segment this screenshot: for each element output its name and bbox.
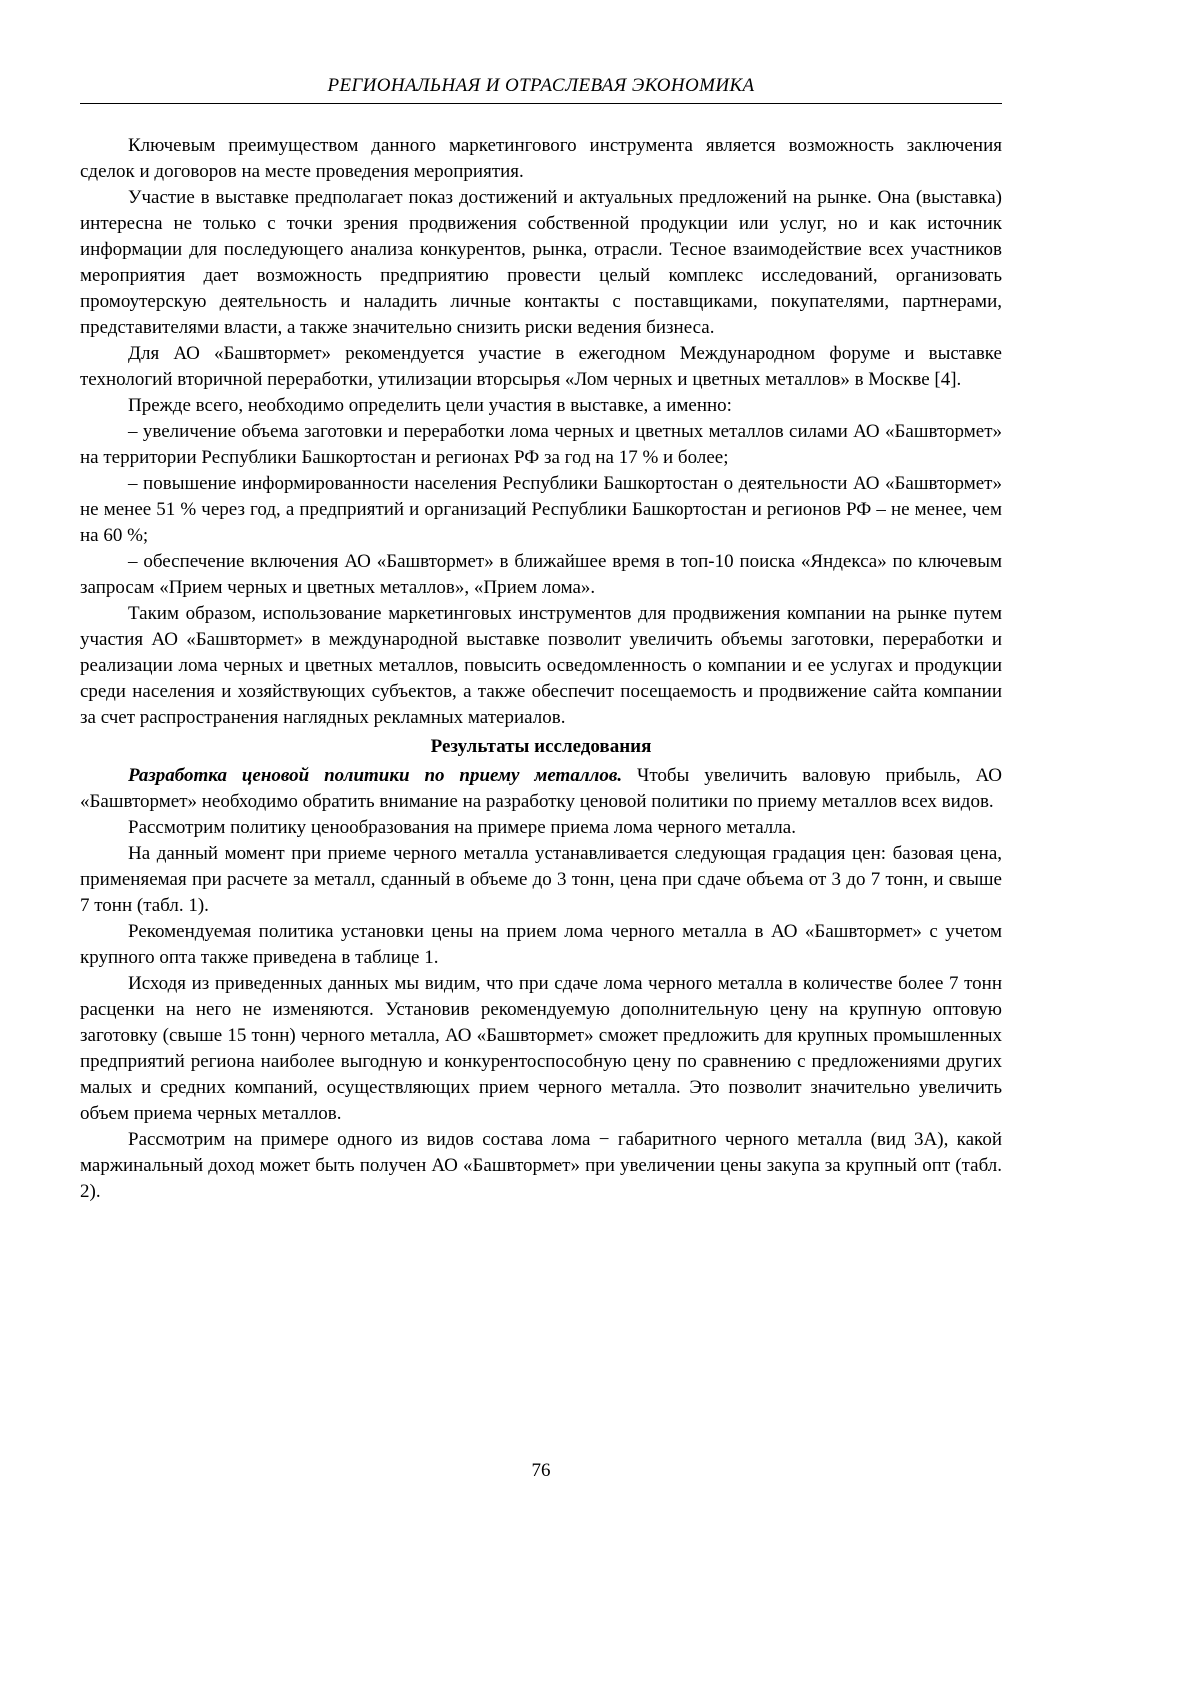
paragraph-rest-text: Чтобы увеличить валовую прибыль, АО «Башвтормет» необходимо обратить внимание на разработку ценовой политики по приему металлов всех видов.	[80, 765, 1002, 812]
paragraph: Рассмотрим на примере одного из видов состава лома − габаритного черного металла (вид 3А), какой маржинальный доход может быть получен АО «Башвтормет» при увеличении цены закупа за крупный опт (табл. 2).	[80, 1129, 1002, 1202]
running-header	[80, 74, 1002, 104]
paragraph-with-lead	[80, 763, 1002, 815]
paragraph: Ключевым преимуществом данного маркетингового инструмента является возможность заключения сделок и договоров на месте проведения мероприятия.	[80, 135, 1002, 182]
paragraph-lead-text: Разработка ценовой политики по приему металлов.	[128, 765, 623, 786]
paragraph: Прежде всего, необходимо определить цели участия в выставке, а именно:	[128, 395, 732, 416]
list-item-paragraph: – увеличение объема заготовки и переработки лома черных и цветных металлов силами АО «Башвтормет» на территории Республики Башкортостан и регионах РФ за год на 17 % и более;	[80, 421, 1002, 468]
article-body	[80, 133, 1002, 1205]
paragraph: Рассмотрим политику ценообразования на примере приема лома черного металла.	[128, 817, 796, 838]
list-item-paragraph: – обеспечение включения АО «Башвтормет» в ближайшее время в топ-10 поиска «Яндекса» по ключевым запросам «Прием черных и цветных металлов», «Прием лома».	[80, 551, 1002, 598]
list-item-paragraph: – повышение информированности населения Республики Башкортостан о деятельности АО «Башвтормет» не менее 51 % через год, а предприятий и организаций Республики Башкортостан и регионов РФ – не менее, чем на 60 %;	[80, 473, 1002, 546]
section-heading: Результаты исследования	[430, 736, 652, 757]
page-content	[80, 74, 1002, 1205]
paragraph: Рекомендуемая политика установки цены на прием лома черного металла в АО «Башвтормет» с учетом крупного опта также приведена в таблице 1.	[80, 921, 1002, 968]
paragraph: Таким образом, использование маркетинговых инструментов для продвижения компании на рынке путем участия АО «Башвтормет» в международной выставке позволит увеличить объемы заготовки, переработки и реализации лома черных и цветных металлов, повысить осведомленность о компании и ее услугах и продукции среди населения и хозяйствующих субъектов, а также обеспечит посещаемость и продвижение сайта компании за счет распространения наглядных рекламных материалов.	[80, 603, 1002, 728]
paragraph: Участие в выставке предполагает показ достижений и актуальных предложений на рынке. Она (выставка) интересна не только с точки зрения продвижения собственной продукции или услуг, но и как источник информации для последующего анализа конкурентов, рынка, отрасли. Тесное взаимодействие всех участников мероприятия дает возможность предприятию провести целый комплекс исследований, организовать промоутерскую деятельность и наладить личные контакты с поставщиками, покупателями, партнерами, представителями власти, а также значительно снизить риски ведения бизнеса.	[80, 187, 1002, 338]
paragraph: На данный момент при приеме черного металла устанавливается следующая градация цен: базовая цена, применяемая при расчете за металл, сданный в объеме до 3 тонн, цена при сдаче объема от 3 до 7 тонн, и свыше 7 тонн (табл. 1).	[80, 843, 1002, 916]
paragraph: Для АО «Башвтормет» рекомендуется участие в ежегодном Международном форуме и выставке технологий вторичной переработки, утилизации вторсырья «Лом черных и цветных металлов» в Москве [4].	[80, 343, 1002, 390]
paragraph: Исходя из приведенных данных мы видим, что при сдаче лома черного металла в количестве более 7 тонн расценки на него не изменяются. Установив рекомендуемую дополнительную цену на крупную оптовую заготовку (свыше 15 тонн) черного металла, АО «Башвтормет» сможет предложить для крупных промышленных предприятий региона наиболее выгодную и конкурентоспособную цену по сравнению с предложениями других малых и средних компаний, осуществляющих прием черного металла. Это позволит значительно увеличить объем приема черных металлов.	[80, 973, 1002, 1124]
page-number: 76	[531, 1460, 551, 1481]
running-header-text: РЕГИОНАЛЬНАЯ И ОТРАСЛЕВАЯ ЭКОНОМИКА	[327, 75, 755, 96]
